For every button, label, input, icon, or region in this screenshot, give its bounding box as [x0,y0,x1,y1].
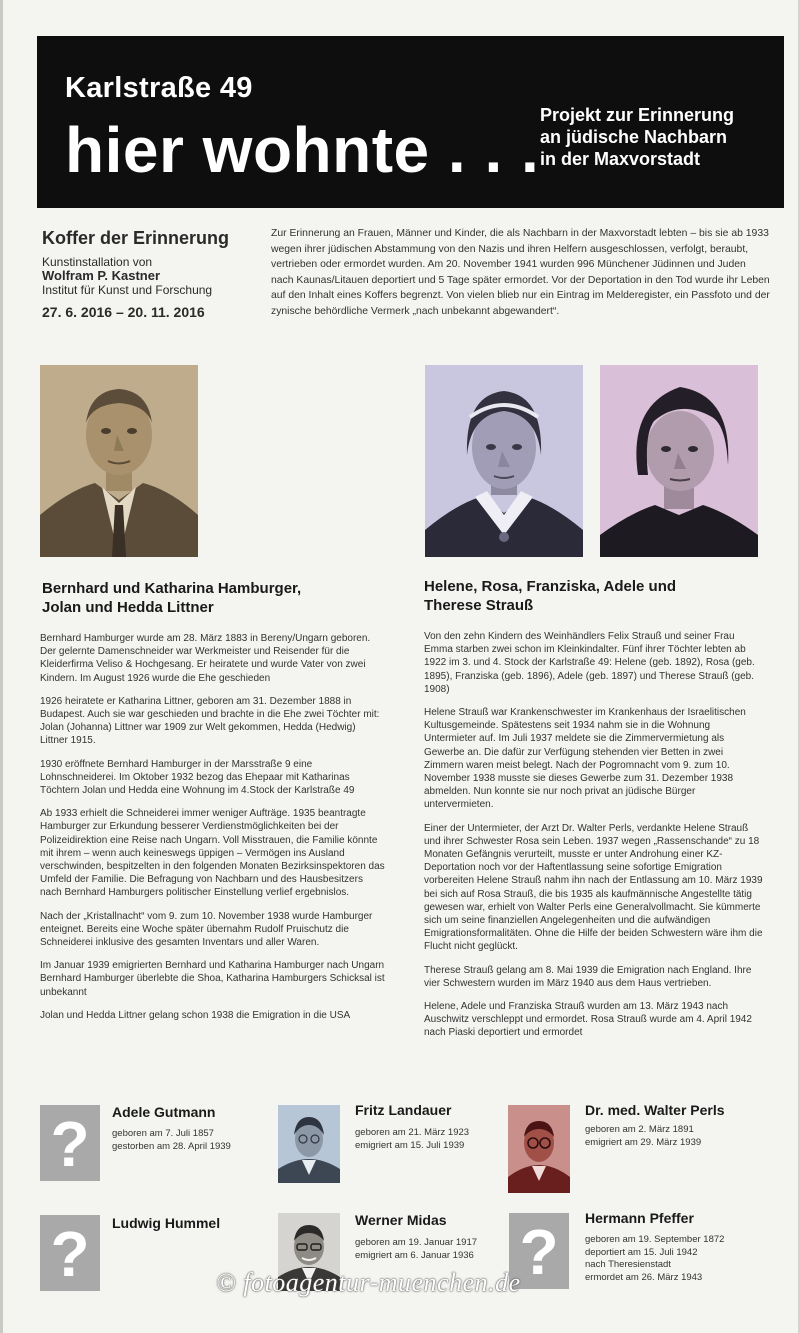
person-werner-midas [355,1212,477,1262]
bio-paragraph: 1926 heiratete er Katharina Littner, geboren am 31. Dezember 1888 in Budapest. Auch sie war geschieden und brachte in die Ehe zwei Töchter mit: Jolan (Johanna) Littner war 1909 zur Welt gekommen, Hedda (Hedwig) Littner 1915. [40,695,380,747]
bio-paragraph: Einer der Untermieter, der Arzt Dr. Walter Perls, verdankte Helene Strauß und ihrer Schwester Rosa sein Leben. 1937 wegen „Rassenschande“ zu 18 Monaten Gefängnis verurteilt, musste er unter Androhung einer KZ-Deportation noch vor der Haftentlassung seine sofortige Emigration vorbereiten Helene Strauß nahm ihn nach der Entlassung am 10. März 1939 bei sich auf Rosa Strauß, die bis 1935 als kaufmännische Angestellte tätig gewesen war, erhielt von Walter Perls eine Generalvollmacht. Sie kümmerte sich um seine finanziellen Angelegenheiten und die aufwändigen Emigrationsformalitäten. Ohne die Hilfe der beiden Schwestern wäre ihm die Flucht nicht geglückt. [424,822,763,953]
heading-line: Jolan und Hedda Littner [42,599,214,616]
left-biography [40,632,385,1032]
person-name: Hermann Pfeffer [585,1210,694,1226]
header-banner [37,36,784,208]
bio-paragraph: 1930 eröffnete Bernhard Hamburger in der Marsstraße 9 eine Lohnschneiderei. Im Oktober 1932 bezog das Ehepaar mit Katharinas Töchtern Jolan und Hedda eine Wohnung im 4.Stock der Karlstraße 49 [40,758,355,797]
person-detail: geboren am 19. September 1872 [585,1234,725,1245]
bio-paragraph: Helene Strauß war Krankenschwester im Krankenhaus der Israelitischen Kultusgemeinde. Spätestens seit 1934 nahm sie in die Wohnung Untermieter auf. Im Juli 1937 meldete sie die Zimmervermietung als Gewerbe an. Die dafür zur Verfügung stehenden vier Betten in zwei Zimmern waren meist belegt. Nach der Pogromnacht vom 9. zum 10. November 1938 musste sie dieses Gewerbe zum 31. Dezember 1938 abmelden. Nun konnte sie nur noch privat an jüdische Bürger untervermieten. [424,707,746,811]
exhibition-dates: 27. 6. 2016 – 20. 11. 2016 [42,304,205,320]
exhibition-title: Koffer der Erinnerung [42,228,230,248]
right-biography [424,630,764,1050]
bio-paragraph: Bernhard Hamburger wurde am 28. März 1883 in Bereny/Ungarn geboren. Der gelernte Damenschneider war Werkmeister und Reisender für die Kleiderfirma Veliso & Hochgesang. Er heiratete und wurde Vater von zwei Kindern. Im August 1926 wurde die Ehe geschieden [40,633,371,684]
street-address: Karlstraße 49 [65,72,253,104]
heading-line: Therese Strauß [424,597,534,614]
photo-walter-perls [508,1105,570,1193]
person-detail: emigriert am 6. Januar 1936 [355,1249,474,1261]
person-detail: geboren am 19. Januar 1917 [355,1237,478,1248]
photo-strauss-sister-1 [425,365,583,557]
bio-paragraph: Ab 1933 erhielt die Schneiderei immer weniger Aufträge. 1935 beantragte Hamburger zur Erkundung besserer Verdienstmöglichkeiten bei der Polizeidirektion eine Reise nach Ungarn. Voll Misstrauen, die Familie könnte mit ihrem – wenn auch keineswegs üppigen – Vermögen ins Ausland verschwinden, bespitzelten in den folgenden Monaten Bezirksinspektoren das Umfeld der Familie. Die Befragung von Nachbarn und des Hausbesitzers nach Bernhard Hamburgers politischer Einstellung verlief ergebnislos. [40,808,385,899]
person-detail: geboren am 7. Juli 1857 [112,1128,214,1139]
project-line: Projekt zur Erinnerung [540,105,735,125]
heading-line: Bernhard und Katharina Hamburger, [42,580,302,597]
person-walter-perls [585,1102,725,1149]
left-section-heading [42,579,301,617]
person-detail: deportiert am 15. Juli 1942 [585,1246,698,1258]
person-name: Fritz Landauer [355,1102,452,1118]
photo-fritz-landauer [278,1105,340,1183]
person-fritz-landauer [355,1102,469,1152]
project-line: an jüdische Nachbarn [540,127,728,147]
person-name: Ludwig Hummel [112,1215,221,1231]
photo-strauss-sister-2 [600,365,758,557]
person-name: Dr. med. Walter Perls [585,1102,725,1118]
photo-bernhard-hamburger [40,365,198,557]
intro-text: Zur Erinnerung an Frauen, Männer und Kinder, die als Nachbarn in der Maxvorstadt lebten – bis sie ab 1933 wegen ihrer jüdischen Abstammung von den Nazis und ihren Helfern ausgeschlossen, verfolgt, beraubt, vertrieben oder ermordet wurden. Am 20. November 1941 wurden 996 Münchener Jüdinnen und Juden nach Kaunas/Litauen deportiert und 5 Tage später ermordet. Vor der Deportation in den Tod wurde ihr Leben auf den Inhalt eines Koffers begrenzt. Von vielen blieb nur ein Eintrag im Melderegister, ein Passfoto und der zynische behördliche Vermerk „nach unbekannt abgewandert“. [271,228,770,317]
watermark: © fotoagentur-muenchen.de [216,1268,521,1297]
person-name: Werner Midas [355,1212,447,1228]
person-detail: nach Theresienstadt [585,1259,671,1270]
person-detail: ermordet am 26. März 1943 [585,1271,703,1283]
person-detail: geboren am 2. März 1891 [585,1124,694,1135]
heading-line: Helene, Rosa, Franziska, Adele und [424,578,677,595]
artist-name: Wolfram P. Kastner [42,268,161,283]
bio-paragraph: Helene, Adele und Franziska Strauß wurden am 13. März 1943 nach Auschwitz verschleppt und ermordet. Rosa Strauß wurde am 4. April 1942 nach Piaski deportiert und ermordet [424,1001,752,1039]
institute-name: Institut für Kunst und Forschung [42,283,213,297]
person-detail: emigriert am 29. März 1939 [585,1136,702,1148]
bio-paragraph: Von den zehn Kindern des Weinhändlers Felix Strauß und seiner Frau Emma starben zwei schon im Kleinkindalter. Fünf ihrer Töchter lebten ab 1922 im 3. und 4. Stock der Karlstraße 49: Helene (geb. 1892), Rosa (geb. 1895), Franziska (geb. 1896), Adele (geb. 1897) und Therese Strauß (geb. 1908) [424,631,755,695]
person-adele-gutmann [112,1104,231,1153]
bio-paragraph: Jolan und Hedda Littner gelang schon 1938 die Emigration in die USA [40,1009,351,1021]
placeholder-question-icon: ? [40,1215,100,1291]
placeholder-question-icon: ? [40,1105,100,1181]
person-hermann-pfeffer [585,1210,724,1284]
person-detail: gestorben am 28. April 1939 [112,1140,231,1152]
right-section-heading [424,577,676,615]
person-ludwig-hummel [112,1215,220,1231]
exhibition-type: Kunstinstallation von [42,255,153,269]
person-name: Adele Gutmann [112,1104,216,1120]
exhibition-info [42,228,252,320]
placeholder-question-icon: ? [509,1213,569,1289]
project-line: in der Maxvorstadt [540,149,701,169]
bio-paragraph: Im Januar 1939 emigrierten Bernhard und Katharina Hamburger nach Ungarn Bernhard Hamburger überlebte die Shoa, Katharina Hamburgers Schicksal ist unbekannt [40,960,385,998]
headline: hier wohnte . . . [65,114,540,186]
project-subtitle [540,104,734,170]
person-detail: emigriert am 15. Juli 1939 [355,1139,465,1151]
bio-paragraph: Therese Strauß gelang am 8. Mai 1939 die Emigration nach England. Ihre vier Schwestern wurden im März 1940 aus dem Haus vertrieben. [424,964,752,989]
person-detail: geboren am 21. März 1923 [355,1127,470,1138]
bio-paragraph: Nach der „Kristallnacht“ vom 9. zum 10. November 1938 wurde Hamburger enteignet. Bereits eine Woche später übernahm Rudolf Pruischutz die Schneiderei inklusive des gesamten Inventars und aller Waren. [40,910,373,949]
